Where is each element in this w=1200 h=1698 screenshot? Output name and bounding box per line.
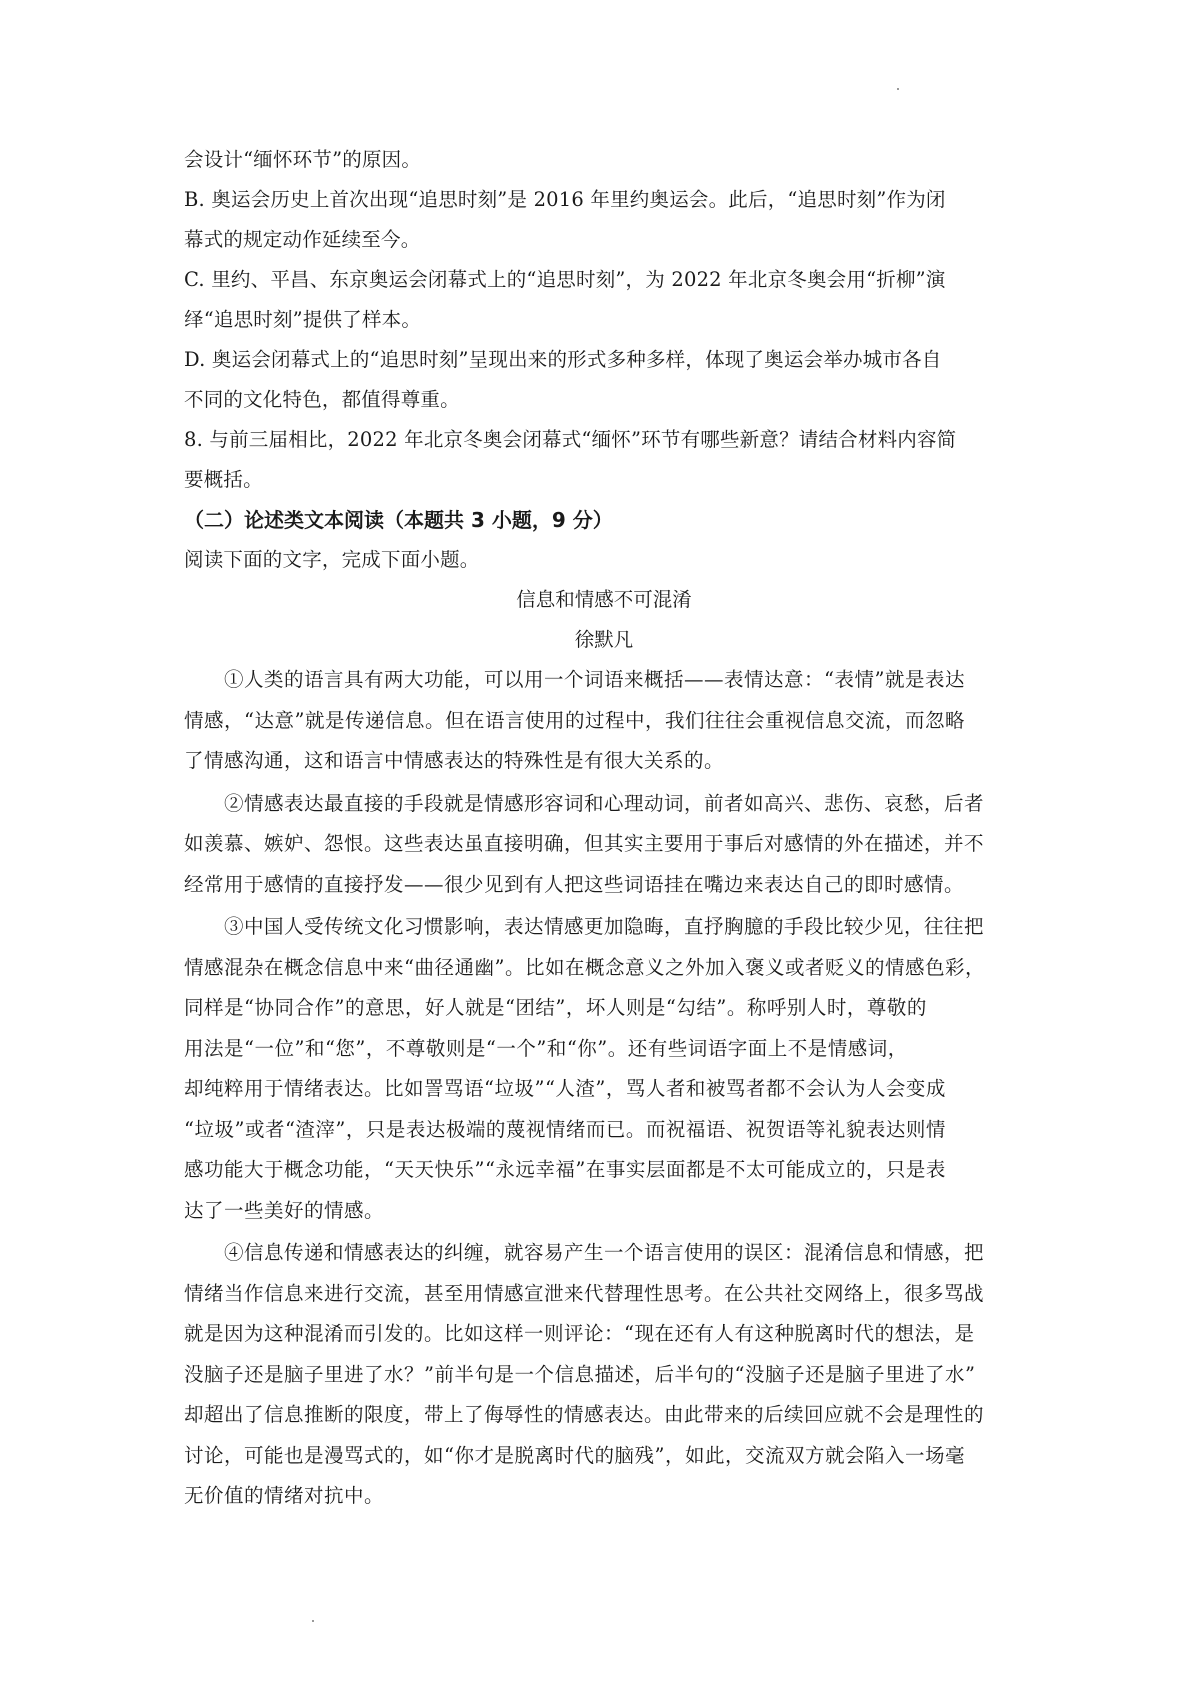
scan-speck <box>897 88 899 90</box>
question-block <box>184 140 1024 500</box>
article-body <box>184 660 1024 1517</box>
paragraph-line: 就是因为这种混淆而引发的。比如这样一则评论：“现在还有人有这种脱离时代的想法，是 <box>184 1322 975 1345</box>
paragraph-line: ④信息传递和情感表达的纠缠，就容易产生一个语言使用的误区：混淆信息和情感，把 <box>224 1241 985 1264</box>
page-content <box>184 140 1024 1517</box>
paragraph-3 <box>184 907 1024 1231</box>
question-line: 不同的文化特色，都值得尊重。 <box>184 388 460 411</box>
question-line: 会设计“缅怀环节”的原因。 <box>184 148 422 171</box>
article-title: 信息和情感不可混淆 <box>516 588 692 611</box>
paragraph-line: 如羡慕、嫉妒、怨恨。这些表达虽直接明确，但其实主要用于事后对感情的外在描述，并不 <box>184 832 985 855</box>
question-8: 8. 与前三届相比，2022 年北京冬奥会闭幕式“缅怀”环节有哪些新意？请结合材料内容简 <box>184 428 957 451</box>
question-option-d: D. 奥运会闭幕式上的“追思时刻”呈现出来的形式多种多样，体现了奥运会举办城市各自 <box>184 348 942 371</box>
question-line: 幕式的规定动作延续至今。 <box>184 228 421 251</box>
paragraph-line: 感功能大于概念功能，“天天快乐”“永远幸福”在事实层面都是不太可能成立的，只是表 <box>184 1158 946 1181</box>
paragraph-2 <box>184 784 1024 906</box>
paragraph-line: 无价值的情绪对抗中。 <box>184 1484 385 1507</box>
paragraph-line: 却超出了信息推断的限度，带上了侮辱性的情感表达。由此带来的后续回应就不会是理性的 <box>184 1403 985 1426</box>
paragraph-4 <box>184 1233 1024 1517</box>
paragraph-line: 同样是“协同合作”的意思，好人就是“团结”，坏人则是“勾结”。称呼别人时，尊敬的 <box>184 996 927 1019</box>
paragraph-line: “垃圾”或者“渣滓”，只是表达极端的蔑视情绪而已。而祝福语、祝贺语等礼貌表达则情 <box>184 1117 946 1141</box>
article-author: 徐默凡 <box>574 628 634 651</box>
paragraph-1 <box>184 660 1024 782</box>
paragraph-line: 用法是“一位”和“您”，不尊敬则是“一个”和“你”。还有些词语字面上不是情感词， <box>184 1036 908 1060</box>
section-heading: （二）论述类文本阅读（本题共 3 小题，9 分） <box>184 508 613 532</box>
paragraph-line: 情感，“达意”就是传递信息。但在语言使用的过程中，我们往往会重视信息交流，而忽略 <box>184 708 965 732</box>
question-option-b: B. 奥运会历史上首次出现“追思时刻”是 2016 年里约奥运会。此后，“追思时刻”作为闭 <box>184 188 946 211</box>
paragraph-line: ②情感表达最直接的手段就是情感形容词和心理动词，前者如高兴、悲伤、哀愁，后者 <box>224 791 985 815</box>
paragraph-line: 没脑子还是脑子里进了水？”前半句是一个信息描述，后半句的“没脑子还是脑子里进了水” <box>184 1362 976 1386</box>
paragraph-line: 讨论，可能也是漫骂式的，如“你才是脱离时代的脑残”，如此，交流双方就会陷入一场毫 <box>184 1443 965 1467</box>
question-line: 要概括。 <box>184 468 263 491</box>
paragraph-line: 情绪当作信息来进行交流，甚至用情感宣泄来代替理性思考。在公共社交网络上，很多骂战 <box>184 1281 985 1305</box>
scan-speck <box>312 1620 314 1622</box>
section-instruction: 阅读下面的文字，完成下面小题。 <box>184 548 480 571</box>
question-line: 绎“追思时刻”提供了样本。 <box>184 308 422 331</box>
question-option-c: C. 里约、平昌、东京奥运会闭幕式上的“追思时刻”，为 2022 年北京冬奥会用“折柳”演 <box>184 268 946 291</box>
paragraph-line: 却纯粹用于情绪表达。比如詈骂语“垃圾”“人渣”，骂人者和被骂者都不会认为人会变成 <box>184 1077 946 1100</box>
paragraph-line: 经常用于感情的直接抒发——很少见到有人把这些词语挂在嘴边来表达自己的即时感情。 <box>184 872 965 896</box>
paragraph-line: 情感混杂在概念信息中来“曲径通幽”。比如在概念意义之外加入褒义或者贬义的情感色彩， <box>184 955 985 979</box>
paragraph-line: ③中国人受传统文化习惯影响，表达情感更加隐晦，直抒胸臆的手段比较少见，往往把 <box>224 915 985 938</box>
paragraph-line: 达了一些美好的情感。 <box>184 1198 385 1222</box>
paragraph-line: ①人类的语言具有两大功能，可以用一个词语来概括——表情达意：“表情”就是表达 <box>224 668 965 691</box>
paragraph-line: 了情感沟通，这和语言中情感表达的特殊性是有很大关系的。 <box>184 749 725 772</box>
